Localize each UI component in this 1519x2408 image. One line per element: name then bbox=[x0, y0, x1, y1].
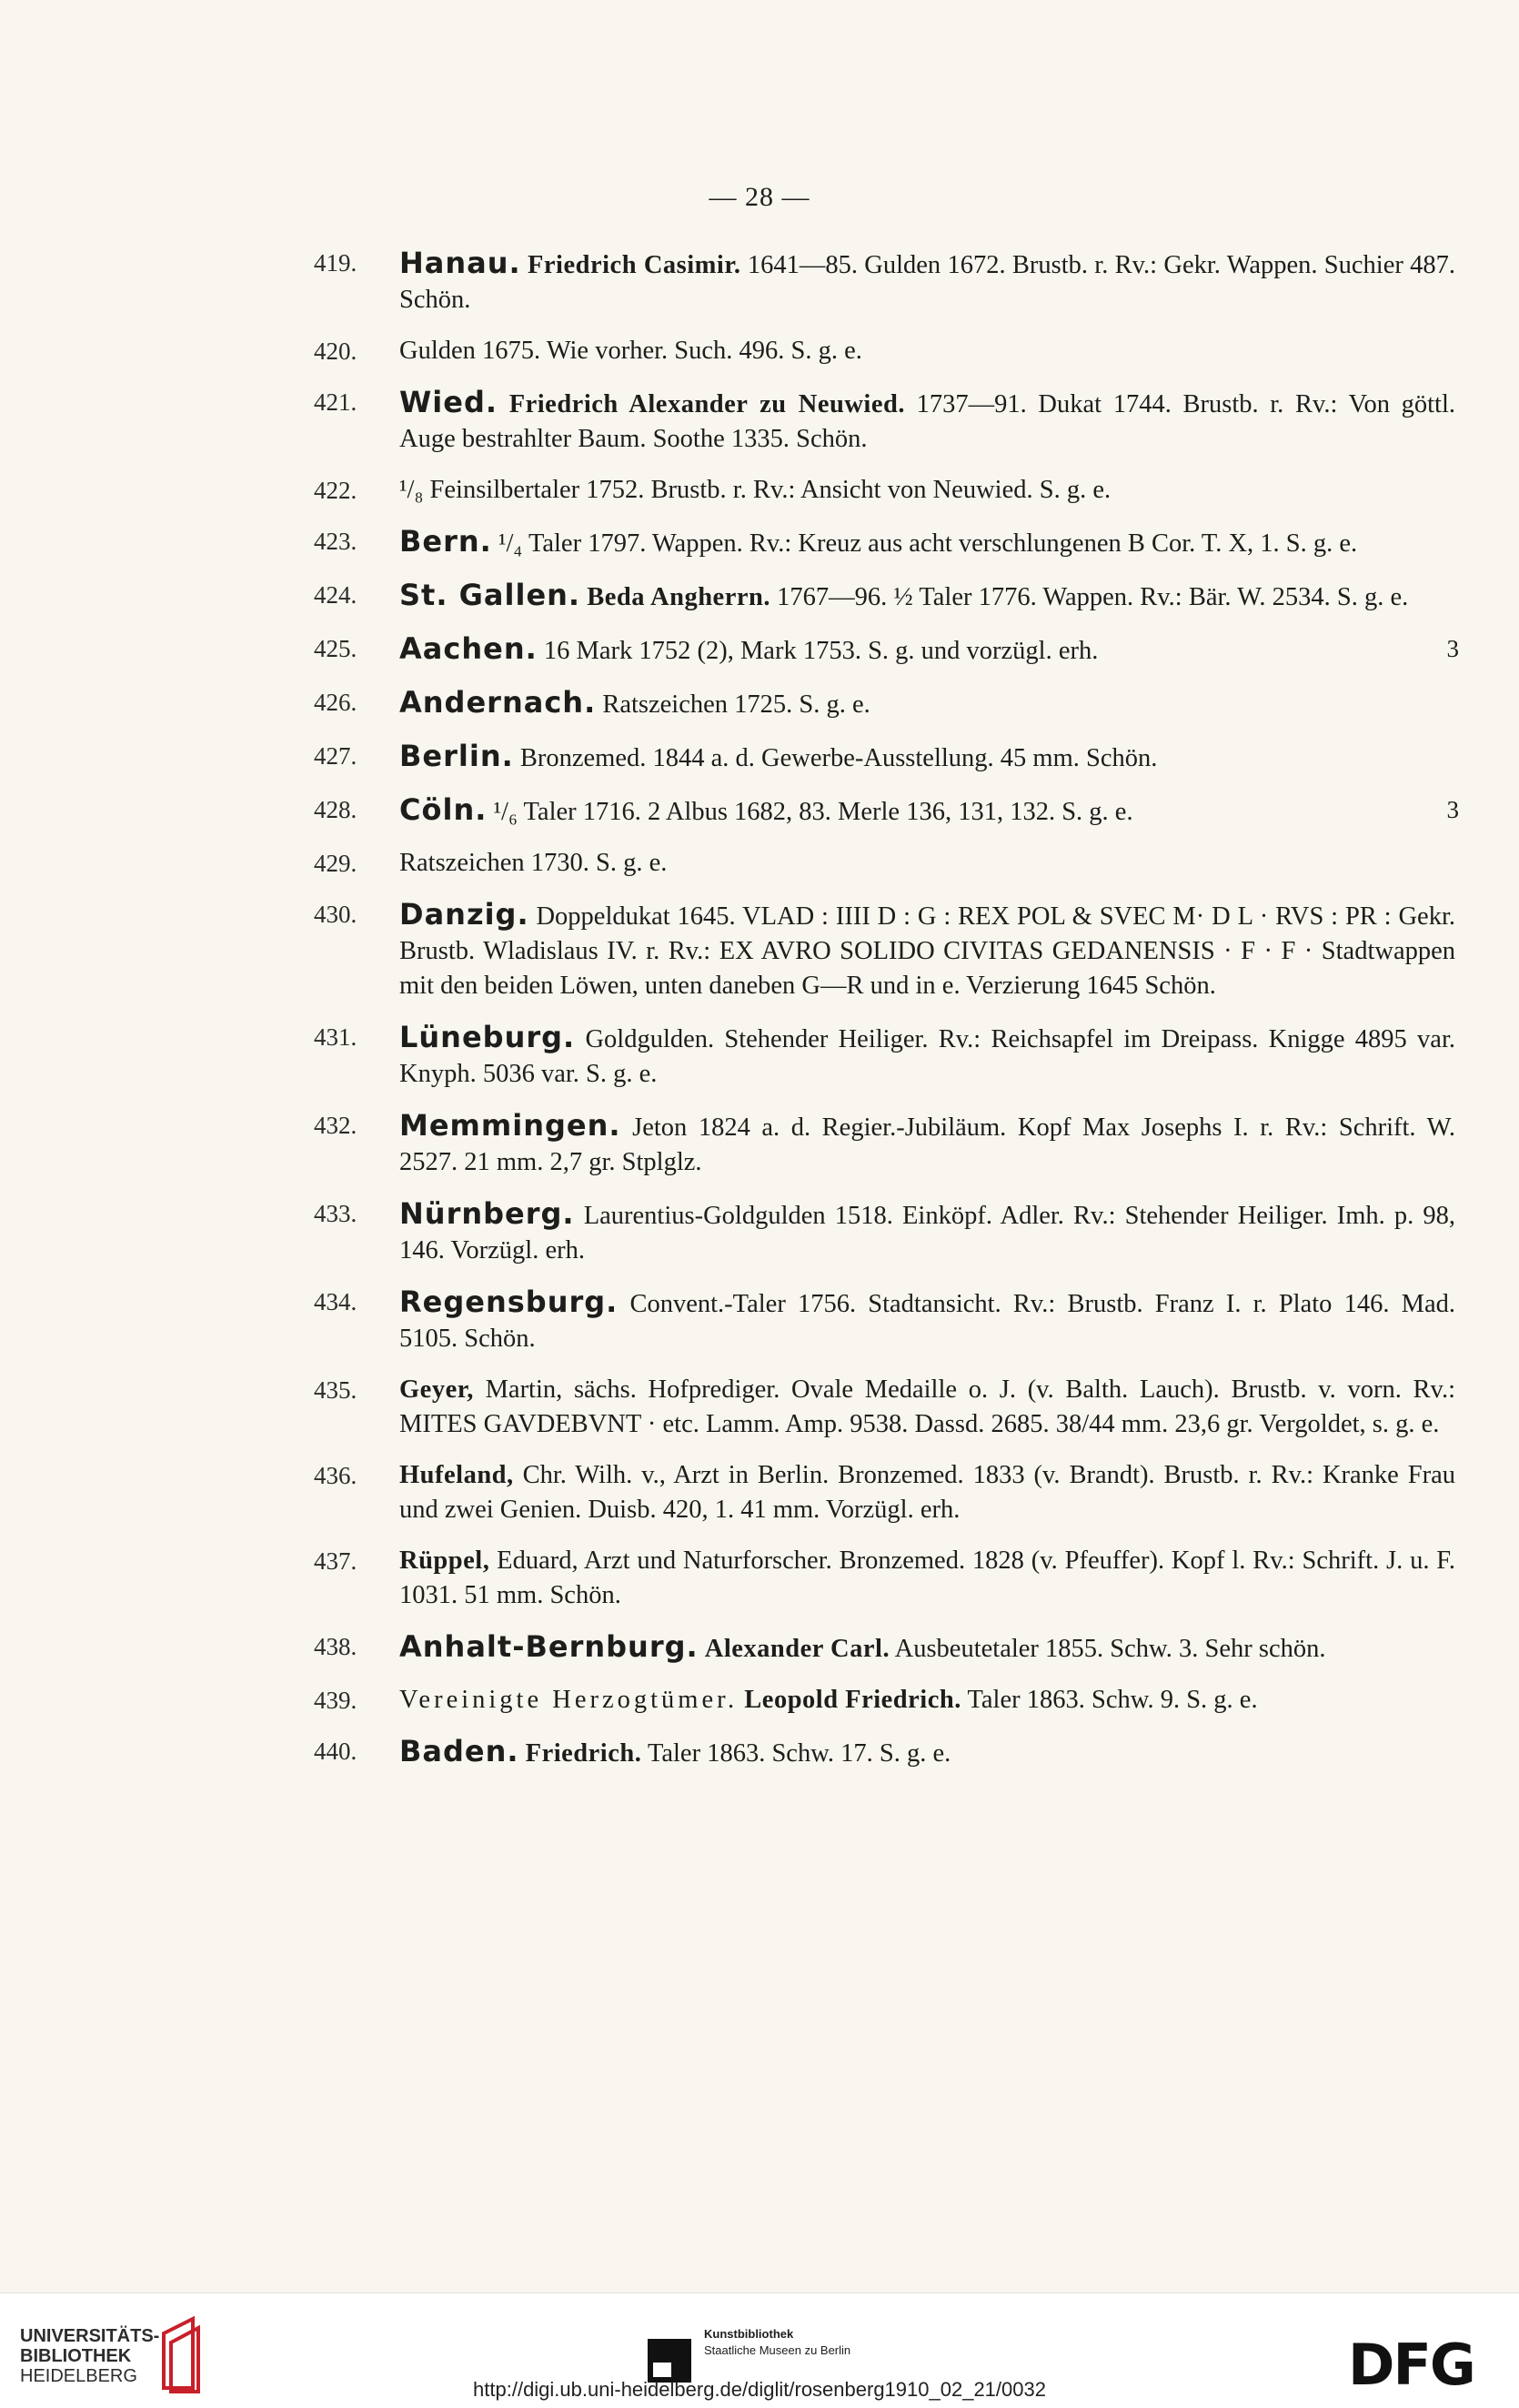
entry-number: 438. bbox=[314, 1633, 357, 1660]
entry-body bbox=[399, 685, 1455, 722]
entry-margin-value: 3 bbox=[1446, 635, 1459, 662]
entry-margin-value: 3 bbox=[1446, 796, 1459, 823]
entry-number: 428. bbox=[314, 796, 357, 823]
entry-number: 431. bbox=[314, 1023, 357, 1051]
entry-description: 1737—91. Dukat 1744. Brustb. r. Rv.: Von göttl. Auge bestrahlter Baum. Soothe 1335. Schön. bbox=[399, 390, 1455, 453]
entry-description: 1641—85. Gulden 1672. Brustb. r. Rv.: Gekr. Wappen. Suchier 487. Schön. bbox=[399, 251, 1456, 314]
entry-body bbox=[399, 1683, 1455, 1718]
entry-number: 424. bbox=[314, 581, 357, 609]
entry-place: Andernach. bbox=[399, 685, 597, 720]
entry-place: Berlin. bbox=[399, 739, 514, 773]
entry-body bbox=[399, 1544, 1455, 1613]
catalog-entry bbox=[314, 246, 1455, 317]
entry-body bbox=[399, 1285, 1455, 1356]
entry-place: Baden. bbox=[399, 1734, 519, 1768]
catalog-entry bbox=[314, 1285, 1455, 1356]
catalog-entry bbox=[314, 739, 1455, 776]
catalog-entry bbox=[314, 334, 1455, 368]
entry-body bbox=[399, 1196, 1455, 1268]
entry-ruler: Geyer, bbox=[399, 1375, 474, 1404]
entry-number: 440. bbox=[314, 1738, 357, 1765]
catalog-entry bbox=[314, 1458, 1455, 1527]
entry-body bbox=[399, 739, 1455, 776]
kb-line1: Kunstbibliothek bbox=[704, 2327, 794, 2341]
catalog-entry bbox=[314, 578, 1455, 615]
entry-description: Chr. Wilh. v., Arzt in Berlin. Bronzemed. 1833 (v. Brandt). Brustb. r. Rv.: Kranke Frau und zwei Genien. Duisb. 420, 1. 41 mm. Vorzügl. erh. bbox=[399, 1461, 1455, 1524]
entry-description: Ratszeichen 1730. S. g. e. bbox=[399, 849, 668, 877]
entry-description: Taler 1863. Schw. 17. S. g. e. bbox=[641, 1739, 951, 1768]
catalog-entry bbox=[314, 1629, 1455, 1667]
entry-body bbox=[399, 524, 1455, 561]
source-url[interactable]: http://digi.ub.uni-heidelberg.de/diglit/rosenberg1910_02_21/0032 bbox=[473, 2378, 1046, 2401]
entry-place: Cöln. bbox=[399, 792, 488, 827]
entry-description: Goldgulden. Stehender Heiliger. Rv.: Reichsapfel im Dreipass. Knigge 4895 var. Knyph. 5036 var. S. g. e. bbox=[399, 1025, 1455, 1088]
entry-body bbox=[399, 846, 1455, 881]
entry-description: Jeton 1824 a. d. Regier.-Jubiläum. Kopf Max Josephs I. r. Rv.: Schrift. W. 2527. 21 mm. 2,7 gr. Stplglz. bbox=[399, 1113, 1456, 1176]
entry-description: Gulden 1675. Wie vorher. Such. 496. S. g. e. bbox=[399, 337, 862, 365]
entry-place: Aachen. bbox=[399, 631, 538, 666]
entry-ruler: Friedrich Casimir. bbox=[528, 251, 741, 279]
dfg-logo[interactable]: DFG bbox=[1348, 2332, 1474, 2398]
kunstbibliothek-logo-icon bbox=[648, 2339, 691, 2383]
entry-place: Hanau. bbox=[399, 246, 521, 280]
entry-description: Bronzemed. 1844 a. d. Gewerbe-Ausstellung. 45 mm. Schön. bbox=[519, 744, 1158, 772]
entry-body bbox=[399, 1020, 1455, 1092]
entry-description: 16 Mark 1752 (2), Mark 1753. S. g. und vorzügl. erh. bbox=[543, 637, 1099, 665]
entry-number: 433. bbox=[314, 1200, 357, 1227]
entry-description: Eduard, Arzt und Naturforscher. Bronzemed. 1828 (v. Pfeuffer). Kopf l. Rv.: Schrift. J. u. F. 1031. 51 mm. Schön. bbox=[399, 1547, 1455, 1609]
entry-description: ¹/₆ Taler 1716. 2 Albus 1682, 83. Merle 136, 131, 132. S. g. e. bbox=[493, 798, 1133, 826]
page-number: — 28 — bbox=[709, 182, 810, 212]
catalog-entry bbox=[314, 524, 1455, 561]
entry-place: Lüneburg. bbox=[399, 1020, 576, 1054]
entry-body bbox=[399, 1629, 1455, 1667]
entry-place: Memmingen. bbox=[399, 1108, 621, 1143]
entry-place: Anhalt-Bernburg. bbox=[399, 1629, 699, 1664]
entry-ruler: Friedrich Alexander zu Neuwied. bbox=[508, 390, 905, 418]
entry-ruler: Leopold Friedrich. bbox=[744, 1686, 961, 1714]
catalog-entry bbox=[314, 1544, 1455, 1613]
entry-description: Doppeldukat 1645. VLAD : IIII D : G : REX POL & SVEC M· D L · RVS : PR : Gekr. Brustb. Wladislaus IV. r. Rv.: EX AVRO SOLIDO CIVITAS GEDANENSIS · F · F · Stadtwappen mit den beiden Löwen, unten daneben G—R und in e. Verzierung 1645 Schön. bbox=[399, 902, 1455, 1000]
entry-description: Ausbeutetaler 1855. Schw. 3. Sehr schön. bbox=[890, 1635, 1326, 1663]
entry-number: 427. bbox=[314, 742, 357, 770]
entry-number: 436. bbox=[314, 1462, 357, 1489]
catalog-entry bbox=[314, 631, 1459, 669]
entry-body bbox=[399, 1458, 1455, 1527]
catalog-entry bbox=[314, 1683, 1455, 1718]
catalog-entry bbox=[314, 897, 1455, 1003]
catalog-entry bbox=[314, 1108, 1455, 1180]
entry-body bbox=[399, 792, 1455, 830]
entry-description: Martin, sächs. Hofprediger. Ovale Medaille o. J. (v. Balth. Lauch). Brustb. v. vorn. Rv.: MITES GAVDEBVNT · etc. Lamm. Amp. 9538. Dassd. 2685. 38/44 mm. 23,6 gr. Vergoldet, s. g. e. bbox=[399, 1375, 1455, 1438]
entry-description: Taler 1863. Schw. 9. S. g. e. bbox=[961, 1686, 1258, 1714]
entry-body bbox=[399, 1734, 1455, 1771]
entry-body bbox=[399, 578, 1455, 615]
catalog-entry bbox=[314, 1020, 1455, 1092]
entry-number: 422. bbox=[314, 477, 357, 504]
entry-place: Regensburg. bbox=[399, 1285, 619, 1319]
entry-body bbox=[399, 385, 1455, 457]
entry-place: Bern. bbox=[399, 524, 492, 559]
entry-place: St. Gallen. bbox=[399, 578, 581, 612]
entry-number: 426. bbox=[314, 689, 357, 716]
entry-ruler: Friedrich. bbox=[525, 1739, 642, 1768]
entry-number: 429. bbox=[314, 850, 357, 877]
kunstbibliothek-text[interactable] bbox=[704, 2326, 904, 2359]
catalog-entries bbox=[314, 246, 1459, 1788]
entry-description: ¹/₄ Taler 1797. Wappen. Rv.: Kreuz aus acht verschlungenen B Cor. T. X, 1. S. g. e. bbox=[498, 529, 1358, 558]
entry-description: ¹/₈ Feinsilbertaler 1752. Brustb. r. Rv.: Ansicht von Neuwied. S. g. e. bbox=[399, 476, 1112, 504]
kb-line2: Staatliche Museen zu Berlin bbox=[704, 2343, 851, 2357]
entry-body bbox=[399, 1108, 1455, 1180]
entry-number: 437. bbox=[314, 1547, 357, 1575]
catalog-entry bbox=[314, 1734, 1455, 1771]
entry-description: 1767—96. ½ Taler 1776. Wappen. Rv.: Bär. W. 2534. S. g. e. bbox=[770, 583, 1409, 611]
ub-line1: UNIVERSITÄTS- bbox=[20, 2326, 160, 2346]
entry-place: Wied. bbox=[399, 385, 498, 419]
entry-number: 432. bbox=[314, 1112, 357, 1139]
entry-number: 434. bbox=[314, 1288, 357, 1315]
entry-description: Convent.-Taler 1756. Stadtansicht. Rv.: Brustb. Franz I. r. Plato 146. Mad. 5105. Schön. bbox=[399, 1290, 1455, 1353]
entry-ruler: Hufeland, bbox=[399, 1461, 514, 1489]
entry-number: 423. bbox=[314, 528, 357, 555]
entry-body bbox=[399, 334, 1455, 368]
entry-description: Ratszeichen 1725. S. g. e. bbox=[602, 690, 870, 719]
entry-number: 421. bbox=[314, 388, 357, 416]
entry-number: 425. bbox=[314, 635, 357, 662]
ub-line3: HEIDELBERG bbox=[20, 2366, 137, 2386]
catalog-entry bbox=[314, 846, 1455, 881]
catalog-entry bbox=[314, 473, 1455, 508]
ub-line2: BIBLIOTHEK bbox=[20, 2346, 132, 2366]
entry-number: 435. bbox=[314, 1376, 357, 1404]
entry-body bbox=[399, 473, 1455, 508]
catalog-entry bbox=[314, 1373, 1455, 1442]
entry-ruler: Rüppel, bbox=[399, 1547, 490, 1575]
entry-number: 420. bbox=[314, 338, 357, 365]
entry-place: Danzig. bbox=[399, 897, 529, 932]
entry-spaced-heading: Vereinigte Herzogtümer. bbox=[399, 1686, 739, 1714]
entry-body bbox=[399, 897, 1455, 1003]
entry-ruler: Alexander Carl. bbox=[704, 1635, 890, 1663]
entry-number: 419. bbox=[314, 249, 357, 277]
entry-body bbox=[399, 631, 1455, 669]
catalog-entry bbox=[314, 1196, 1455, 1268]
entry-body bbox=[399, 1373, 1455, 1442]
entry-number: 439. bbox=[314, 1687, 357, 1714]
entry-place: Nürnberg. bbox=[399, 1196, 575, 1231]
catalog-entry bbox=[314, 685, 1455, 722]
entry-number: 430. bbox=[314, 901, 357, 928]
catalog-entry bbox=[314, 792, 1459, 830]
entry-body bbox=[399, 246, 1455, 317]
catalog-entry bbox=[314, 385, 1455, 457]
entry-description: Laurentius-Goldgulden 1518. Einköpf. Adler. Rv.: Stehender Heiliger. Imh. p. 98, 146. Vorzügl. erh. bbox=[399, 1202, 1456, 1264]
entry-ruler: Beda Angherrn. bbox=[587, 583, 770, 611]
